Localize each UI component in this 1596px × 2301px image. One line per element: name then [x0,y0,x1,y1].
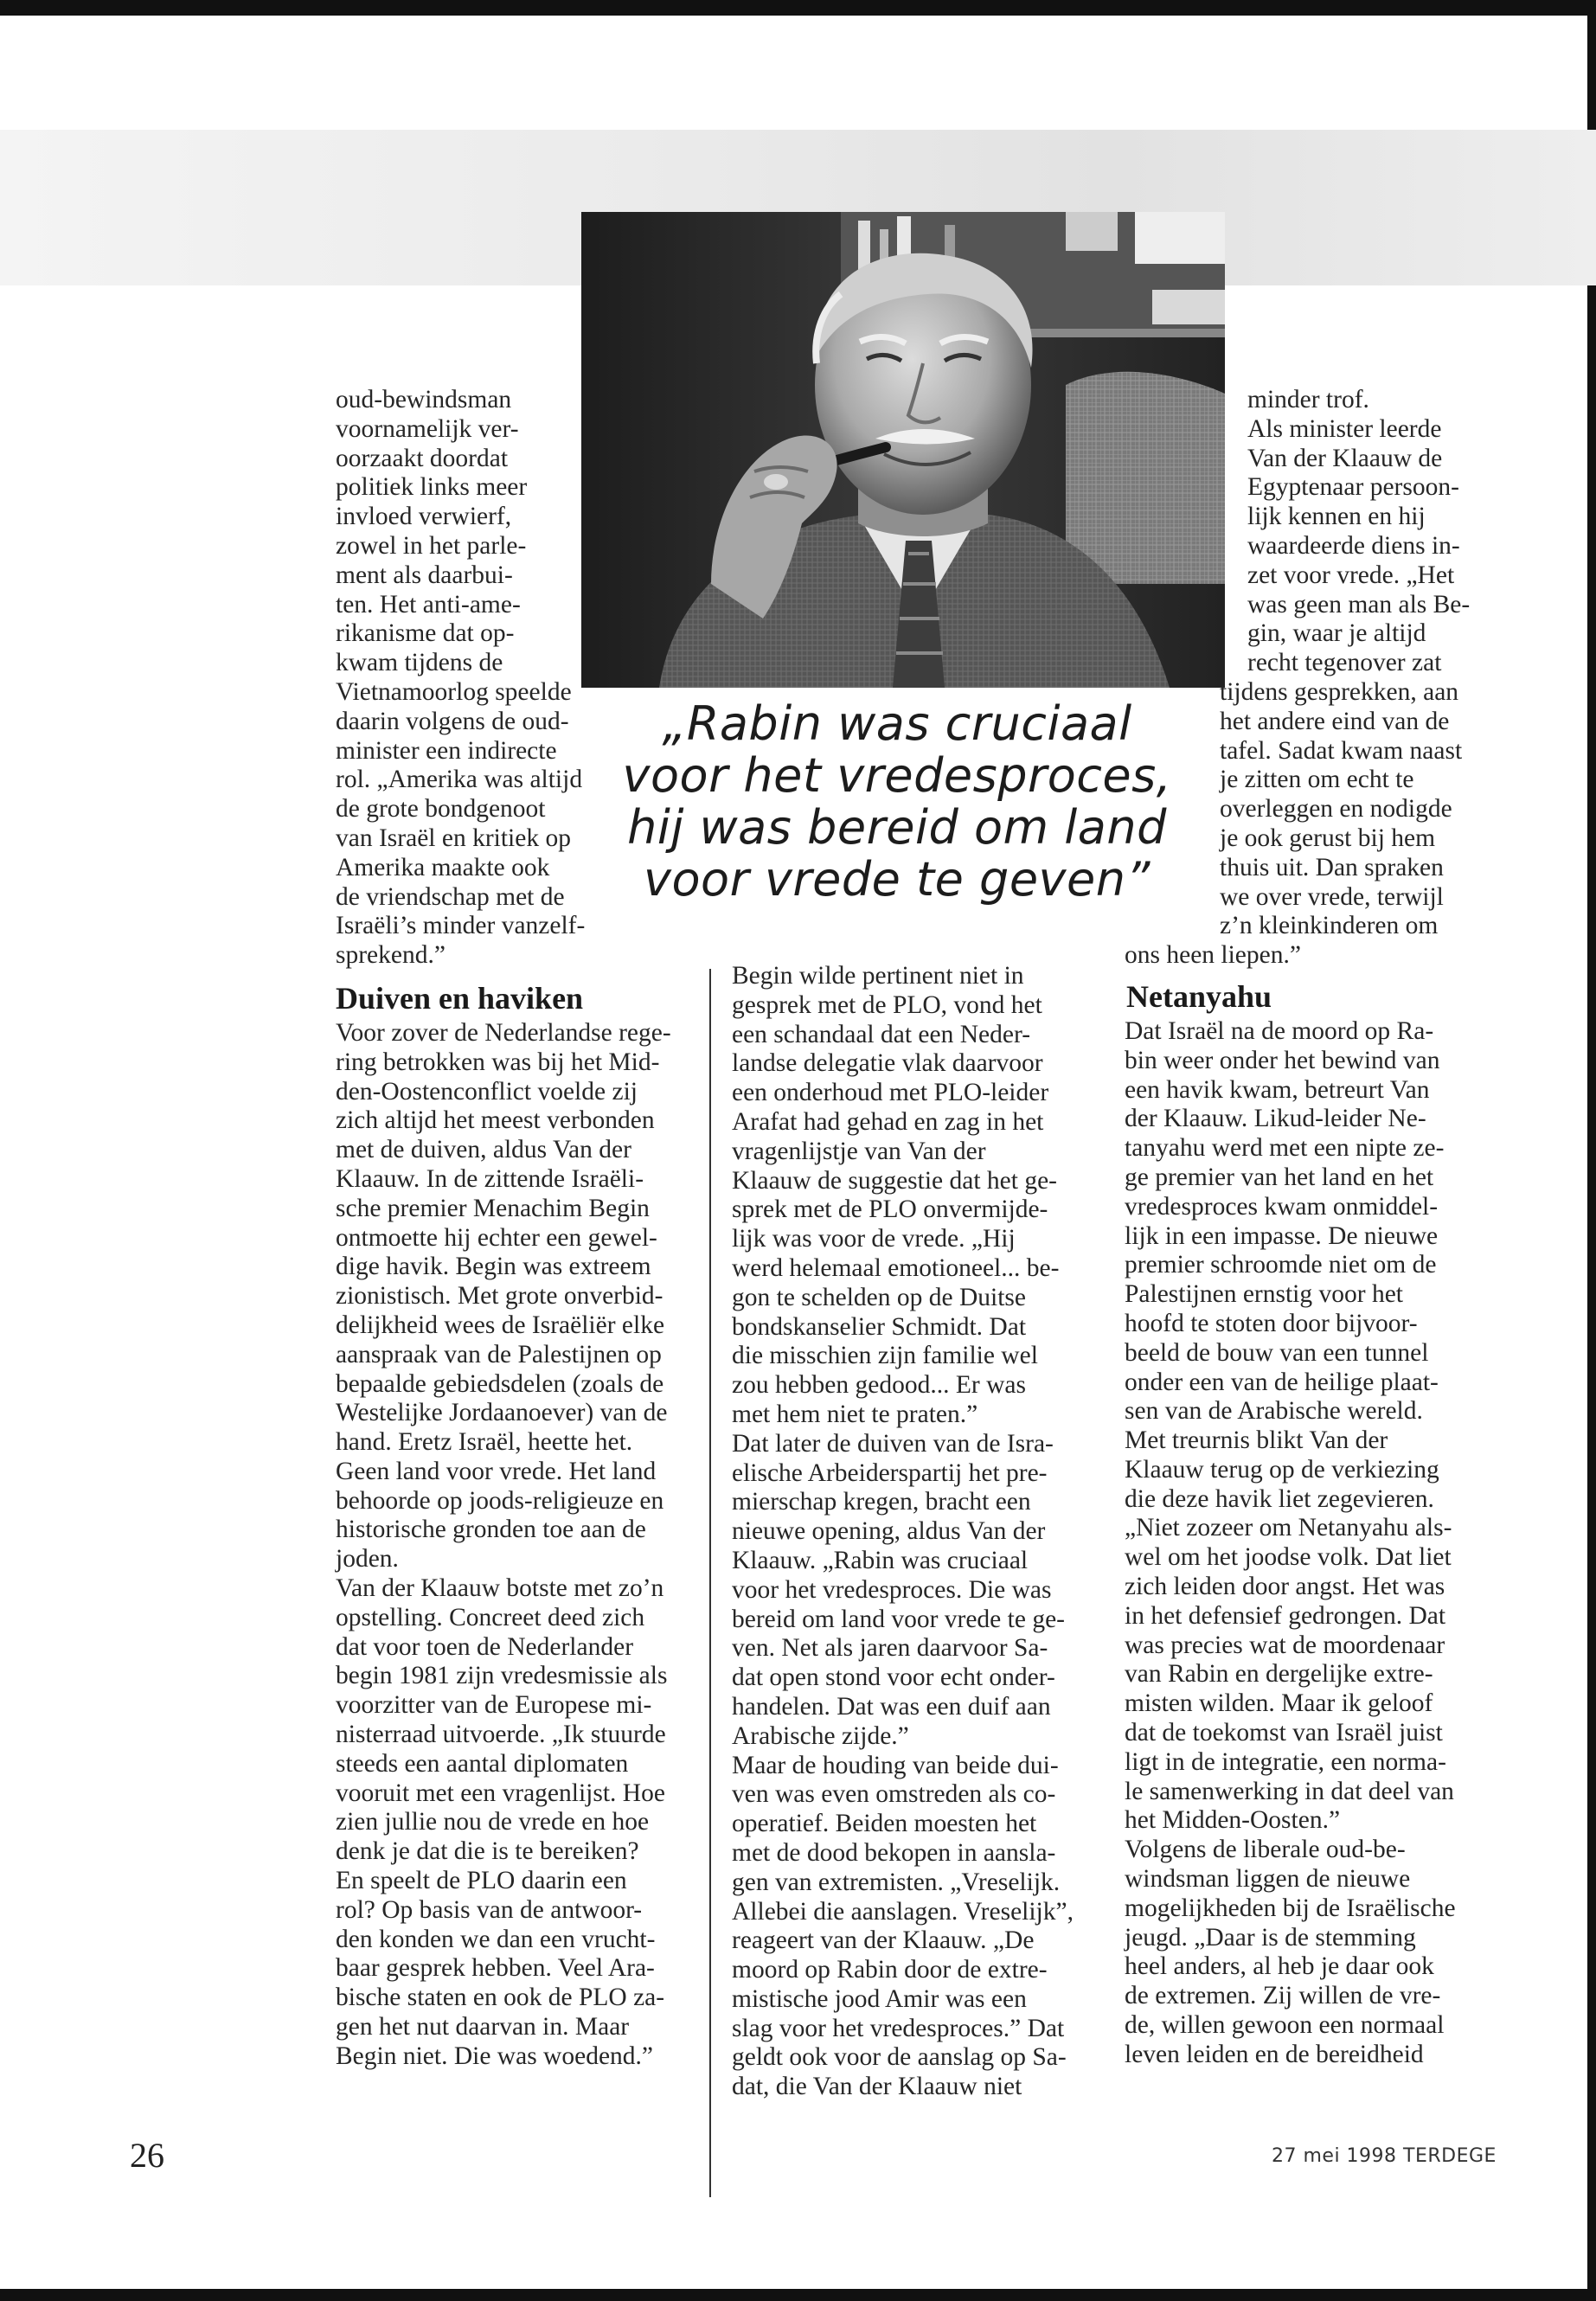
text-line: reageert van der Klaauw. „De [732,1926,1035,1955]
text-line: Klaauw de suggestie dat het ge- [732,1166,1057,1195]
text-line: bin weer onder het bewind van [1125,1046,1440,1074]
text-line: Van der Klaauw de [1247,444,1443,472]
text-line: Egyptenaar persoon- [1247,473,1459,502]
text-line: onder een van de heilige plaat- [1125,1368,1439,1396]
text-line: was geen man als Be- [1247,590,1471,619]
page-frame-bottom [0,2289,1596,2301]
text-line: in het defensief gedrongen. Dat [1125,1601,1446,1630]
text-line: denk je dat die is te bereiken? [336,1837,639,1866]
text-line: tafel. Sadat kwam naast [1220,736,1463,765]
text-line: heel anders, al heb je daar ook [1125,1952,1434,1981]
text-line: voor het vredesproces. Die was [732,1575,1052,1604]
text-line: zou hebben gedood... Er was [732,1371,1026,1400]
text-line: leven leiden en de bereidheid [1125,2040,1424,2068]
text-line: die deze havik liet zegevieren. [1125,1484,1434,1513]
text-line: vragenlijstje van Van der [732,1137,986,1165]
text-line: kwam tijdens de [336,649,503,677]
text-line: tanyahu werd met een nipte ze- [1125,1134,1445,1163]
text-line: sprekend.” [336,941,445,970]
text-line: Klaauw terug op de verkiezing [1125,1455,1439,1484]
text-line: zien jullie nou de vrede en hoe [336,1808,650,1836]
text-line: Geen land voor vrede. Het land [336,1457,657,1485]
text-line: met hem niet te praten.” [732,1400,978,1428]
text-line: recht tegenover zat [1247,649,1442,677]
text-line: Voor zover de Nederlandse rege- [336,1018,671,1047]
text-line: jeugd. „Daar is de stemming [1125,1923,1416,1952]
text-line: slag voor het vredesproces.” Dat [732,2014,1065,2042]
text-line: Israëli’s minder vanzelf- [336,912,586,940]
text-line: behoorde op joods-religieuze en [336,1486,664,1515]
text-line: een onderhoud met PLO-leider [732,1079,1049,1107]
text-line: windsman liggen de nieuwe [1125,1865,1411,1894]
text-line: dat de toekomst van Israël juist [1125,1719,1443,1747]
text-line: Klaauw. „Rabin was cruciaal [732,1546,1029,1574]
text-line: opstelling. Concreet deed zich [336,1603,645,1631]
text-line: „Niet zozeer om Netanyahu als- [1125,1514,1452,1542]
text-line: hand. Eretz Israël, heette het. [336,1428,633,1457]
page-frame-right [1587,0,1596,2301]
paragraph [732,962,1112,1430]
text-line: Met treurnis blikt Van der [1125,1426,1388,1455]
text-line: gen van extremisten. „Vreselijk. [732,1868,1061,1896]
text-line: misten wilden. Maar ik geloof [1125,1689,1433,1718]
text-line: operatief. Beiden moesten het [732,1810,1037,1838]
text-line: handelen. Dat was een duif aan [732,1692,1051,1721]
text-line: z’n kleinkinderen om [1220,912,1439,940]
text-line: voorzitter van de Europese mi- [336,1691,652,1720]
text-line: bondskanselier Schmidt. Dat [732,1312,1027,1341]
issue-footer: 27 mei 1998 TERDEGE [1272,2145,1497,2167]
text-line: gen het nut daarvan in. Maar [336,2013,630,2041]
text-line: vooruit met een vragenlijst. Hoe [336,1779,665,1807]
text-line: zich leiden door angst. Het was [1125,1573,1445,1601]
text-line: gon te schelden op de Duitse [732,1283,1026,1311]
text-line: van Israël en kritiek op [336,824,571,852]
text-line: Dat Israël na de moord op Ra- [1125,1016,1434,1045]
text-line: lijk kennen en hij [1247,503,1426,531]
text-line: bepaalde gebiedsdelen (zoals de [336,1369,664,1398]
text-line: sche premier Menachim Begin [336,1194,650,1222]
text-line: thuis uit. Dan spraken [1220,853,1444,881]
column-divider [709,969,711,2197]
text-line: zet voor vrede. „Het [1247,561,1455,589]
text-line: we over vrede, terwijl [1220,882,1444,911]
text-line: Als minister leerde [1247,414,1442,443]
article-column-middle [732,962,1112,2102]
page-frame-top [0,0,1596,16]
text-line: Westelijke Jordaanoever) van de [336,1399,668,1427]
text-line: bische staten en ook de PLO za- [336,1984,665,2012]
text-line: met de duiven, aldus Van der [336,1136,631,1164]
text-line: oud-bewindsman [336,386,512,413]
text-line: hoofd te stoten door bijvoor- [1125,1309,1418,1337]
text-line: de vriendschap met de [336,882,565,911]
text-line: ge premier van het land en het [1125,1163,1434,1191]
text-line: den konden we dan een vrucht- [336,1925,656,1953]
text-line: moord op Rabin door de extre- [732,1956,1048,1984]
text-line: le samenwerking in dat deel van [1125,1777,1454,1805]
text-line: een schandaal dat een Neder- [732,1020,1031,1048]
text-line: landse delegatie vlak daarvoor [732,1049,1043,1078]
text-line: dat open stond voor echt onder- [732,1663,1055,1692]
text-line: zowel in het parle- [336,531,527,560]
text-line: dige havik. Begin was extreem [336,1253,651,1281]
text-line: Allebei die aanslagen. Vreselijk”, [732,1897,1074,1926]
section-heading-duiven-en-haviken: Duiven en haviken [336,980,584,1016]
text-line: nisterraad uitvoerde. „Ik stuurde [336,1721,666,1749]
text-line: En speelt de PLO daarin een [336,1867,627,1895]
text-line: voornamelijk ver- [336,414,519,443]
text-line: joden. [336,1545,399,1574]
text-line: ven. Net als jaren daarvoor Sa- [732,1634,1048,1663]
paragraph [336,386,673,971]
text-line: tijdens gesprekken, aan [1220,677,1459,706]
article-column-right [1125,386,1488,2070]
text-line: ring betrokken was bij het Mid- [336,1048,660,1076]
text-line: oorzaakt doordat [336,444,509,472]
text-line: Amerika maakte ook [336,853,550,881]
text-line: minister een indirecte [336,736,557,765]
text-line: gin, waar je altijd [1247,619,1426,648]
paragraph [1125,415,1488,971]
text-line: mierschap kregen, bracht een [732,1488,1031,1516]
text-line: met de dood bekopen in aansla- [732,1838,1056,1867]
text-line: invloed verwierf, [336,503,512,531]
text-line: Begin wilde pertinent niet in [732,962,1024,990]
text-line: Maar de houding van beide dui- [732,1751,1059,1779]
pull-quote [616,698,1178,906]
text-line: ligt in de integratie, een norma- [1125,1747,1446,1776]
quote-line: „Rabin was cruciaal [662,696,1132,751]
text-line: een havik kwam, betreurt Van [1125,1075,1430,1104]
page-number: 26 [130,2136,164,2175]
text-line: ten. Het anti-ame- [336,590,521,619]
text-line: premier schroomde niet om de [1125,1251,1437,1279]
paragraph [1125,1836,1488,2069]
text-line: Dat later de duiven van de Isra- [732,1429,1054,1458]
text-line: den-Oostenconflict voelde zij [336,1077,638,1106]
text-line: dat voor toen de Nederlander [336,1632,634,1661]
text-line: je zitten om echt te [1220,766,1414,794]
text-line: geldt ook voor de aanslag op Sa- [732,2043,1067,2072]
text-line: de extremen. Zij willen de vre- [1125,1982,1441,2010]
section-heading-netanyahu: Netanyahu [1126,978,1272,1014]
text-line: elische Arbeiderspartij het pre- [732,1458,1048,1487]
text-line: rol. „Amerika was altijd [336,766,583,794]
text-line: Arabische zijde.” [732,1721,909,1750]
text-line: overleggen en nodigde [1220,795,1452,824]
text-line: sen van de Arabische wereld. [1125,1397,1423,1426]
text-line: vredesproces kwam onmiddel- [1125,1192,1439,1221]
paragraph [336,1574,673,2072]
text-line: Arafat had gehad en zag in het [732,1107,1044,1136]
text-line: ons heen liepen.” [1125,941,1301,970]
article-column-left [336,386,673,2072]
text-line: zich altijd het meest verbonden [336,1106,655,1135]
text-line: Palestijnen ernstig voor het [1125,1280,1403,1309]
text-line: historische gronden toe aan de [336,1516,646,1544]
text-line: delijkheid wees de Israëliër elke [336,1311,665,1339]
text-line: was precies wat de moordenaar [1125,1631,1445,1659]
text-line: ontmoette hij echter een gewel- [336,1223,657,1252]
text-line: nieuwe opening, aldus Van der [732,1517,1046,1546]
text-line: ment als daarbui- [336,561,513,589]
text-line: daarin volgens de oud- [336,707,569,735]
text-line: Klaauw. In de zittende Israëli- [336,1164,644,1193]
text-line: der Klaauw. Likud-leider Ne- [1125,1105,1426,1133]
text-line: gesprek met de PLO, vond het [732,990,1042,1019]
text-line: het andere eind van de [1220,707,1450,735]
paragraph [732,1752,1112,2103]
quote-line: voor het vredesproces, [622,748,1172,803]
paragraph [336,1019,673,1574]
paragraph [732,1430,1112,1752]
text-line: de, willen gewoon een normaal [1125,2011,1445,2040]
paragraph [1125,1017,1488,1426]
text-line: rikanisme dat op- [336,619,515,648]
text-line: sprek met de PLO onvermijde- [732,1195,1048,1224]
quote-line: voor vrede te geven” [644,852,1151,907]
text-line: rol? Op basis van de antwoor- [336,1895,643,1924]
text-line: werd helemaal emotioneel... be- [732,1253,1060,1282]
text-line: Van der Klaauw botste met zo’n [336,1574,664,1603]
text-line: mistische jood Amir was een [732,1984,1027,2013]
text-line: Vietnamoorlog speelde [336,677,572,706]
text-line: lijk in een impasse. De nieuwe [1125,1221,1439,1250]
text-line: Volgens de liberale oud-be- [1125,1836,1406,1864]
quote-line: hij was bereid om land [627,800,1167,855]
text-line: steeds een aantal diplomaten [336,1749,629,1778]
text-line: baar gesprek hebben. Veel Ara- [336,1954,655,1983]
text-line: Begin niet. Die was woedend.” [336,2041,654,2070]
text-line: minder trof. [1247,386,1369,413]
text-line: het Midden-Oosten.” [1125,1806,1341,1835]
paragraph [1125,1426,1488,1836]
text-line: waardeerde diens in- [1247,531,1460,560]
text-line: bereid om land voor vrede te ge- [732,1605,1065,1633]
text-line: zionistisch. Met grote onverbid- [336,1282,663,1311]
text-line: aanspraak van de Palestijnen op [336,1340,662,1368]
text-line: beeld de bouw van een tunnel [1125,1338,1429,1367]
text-line: de grote bondgenoot [336,795,546,824]
text-line: die misschien zijn familie wel [732,1342,1038,1370]
paragraph [1125,386,1488,415]
text-line: ven was even omstreden als co- [732,1780,1056,1809]
text-line: politiek links meer [336,473,528,502]
text-line: je ook gerust bij hem [1220,824,1436,852]
text-line: van Rabin en dergelijke extre- [1125,1660,1433,1689]
text-line: dat, die Van der Klaauw niet [732,2073,1022,2101]
text-line: mogelijkheden bij de Israëlische [1125,1894,1456,1922]
text-line: wel om het joodse volk. Dat liet [1125,1543,1452,1572]
text-line: begin 1981 zijn vredesmissie als [336,1662,668,1690]
text-line: lijk was voor de vrede. „Hij [732,1225,1016,1253]
